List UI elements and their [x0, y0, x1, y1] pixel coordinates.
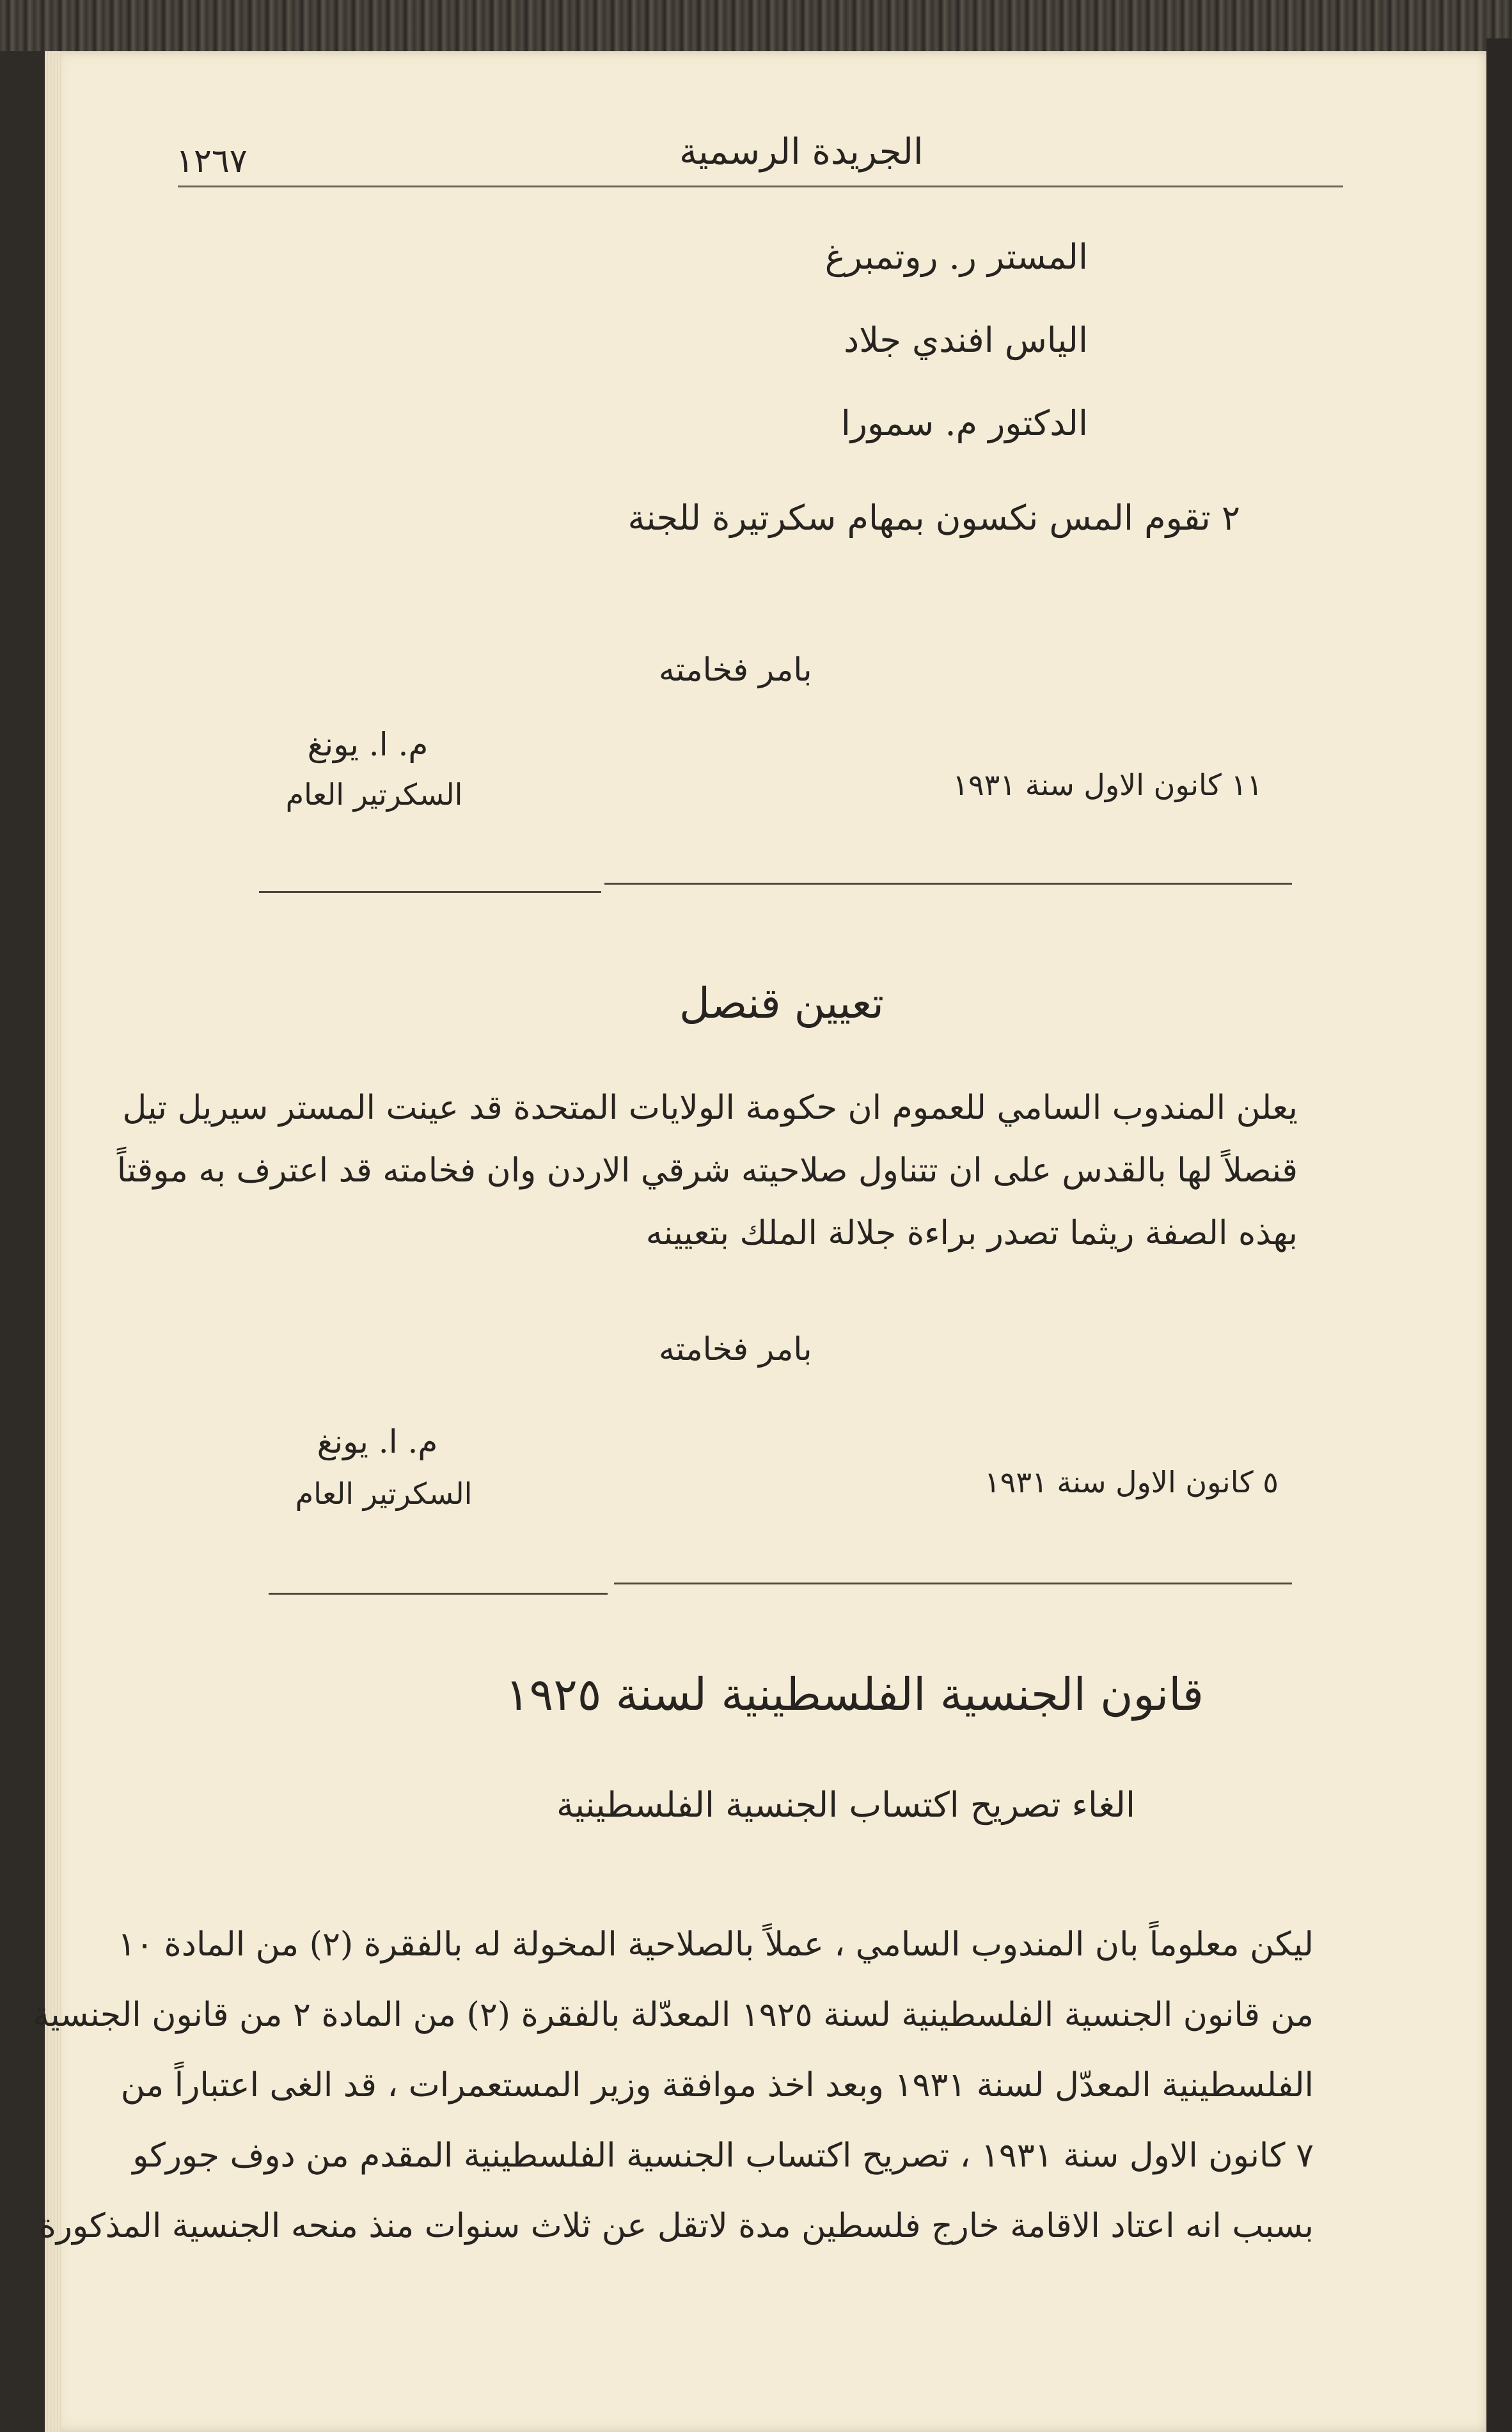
book-binding-right — [1486, 38, 1512, 2432]
by-order-line: بامر فخامته — [659, 651, 812, 688]
section-separator — [604, 883, 1292, 885]
page-number: ١٢٦٧ — [176, 142, 248, 180]
book-binding-top — [0, 0, 1512, 51]
law-subtitle: الغاء تصريح اكتساب الجنسية الفلسطينية — [556, 1785, 1136, 1825]
section-separator — [614, 1583, 1292, 1584]
notice-date: ١١ كانون الاول سنة ١٩٣١ — [952, 768, 1263, 802]
signer-title: السكرتير العام — [285, 777, 463, 812]
section-separator — [259, 891, 601, 893]
law-text-line: ليكن معلوماً بان المندوب السامي ، عملاً بالصلاحية المخولة له بالفقرة (٢) من المادة ١٠ — [118, 1925, 1314, 1964]
committee-member: الدكتور م. سمورا — [840, 403, 1088, 443]
page-edges — [45, 51, 61, 2432]
section-separator — [269, 1593, 608, 1595]
signer-name: م. ا. يونغ — [307, 726, 429, 763]
consul-date: ٥ كانون الاول سنة ١٩٣١ — [984, 1465, 1279, 1499]
gazette-title: الجريدة الرسمية — [679, 131, 924, 173]
consul-text-line: بهذه الصفة ريثما تصدر براءة جلالة الملك بتعيينه — [645, 1214, 1298, 1252]
consul-text-line: يعلن المندوب السامي للعموم ان حكومة الولايات المتحدة قد عينت المستر سيريل تيل — [122, 1089, 1298, 1127]
item-2: ٢ تقوم المس نكسون بمهام سكرتيرة للجنة — [627, 498, 1240, 538]
header-rule — [178, 186, 1343, 187]
law-text-line: بسبب انه اعتاد الاقامة خارج فلسطين مدة لاتقل عن ثلاث سنوات منذ منحه الجنسية المذكورة — [38, 2207, 1314, 2245]
signer-name: م. ا. يونغ — [317, 1423, 438, 1460]
consul-section-title: تعيين قنصل — [679, 979, 884, 1028]
law-text-line: الفلسطينية المعدّل لسنة ١٩٣١ وبعد اخذ موافقة وزير المستعمرات ، قد الغى اعتباراً من — [120, 2066, 1314, 2104]
committee-member: الياس افندي جلاد — [844, 320, 1088, 360]
signer-title: السكرتير العام — [295, 1476, 473, 1511]
by-order-line: بامر فخامته — [659, 1330, 812, 1368]
law-text-line: ٧ كانون الاول سنة ١٩٣١ ، تصريح اكتساب الجنسية الفلسطينية المقدم من دوف جوركو — [132, 2136, 1314, 2175]
law-text-line: من قانون الجنسية الفلسطينية لسنة ١٩٢٥ المعدّلة بالفقرة (٢) من المادة ٢ من قانون الجنسية — [33, 1996, 1314, 2034]
law-title: قانون الجنسية الفلسطينية لسنة ١٩٢٥ — [505, 1668, 1204, 1721]
committee-member: المستر ر. روتمبرغ — [824, 237, 1088, 277]
consul-text-line: قنصلاً لها بالقدس على ان تتناول صلاحيته شرقي الاردن وان فخامته قد اعترف به موقتاً — [116, 1151, 1298, 1190]
